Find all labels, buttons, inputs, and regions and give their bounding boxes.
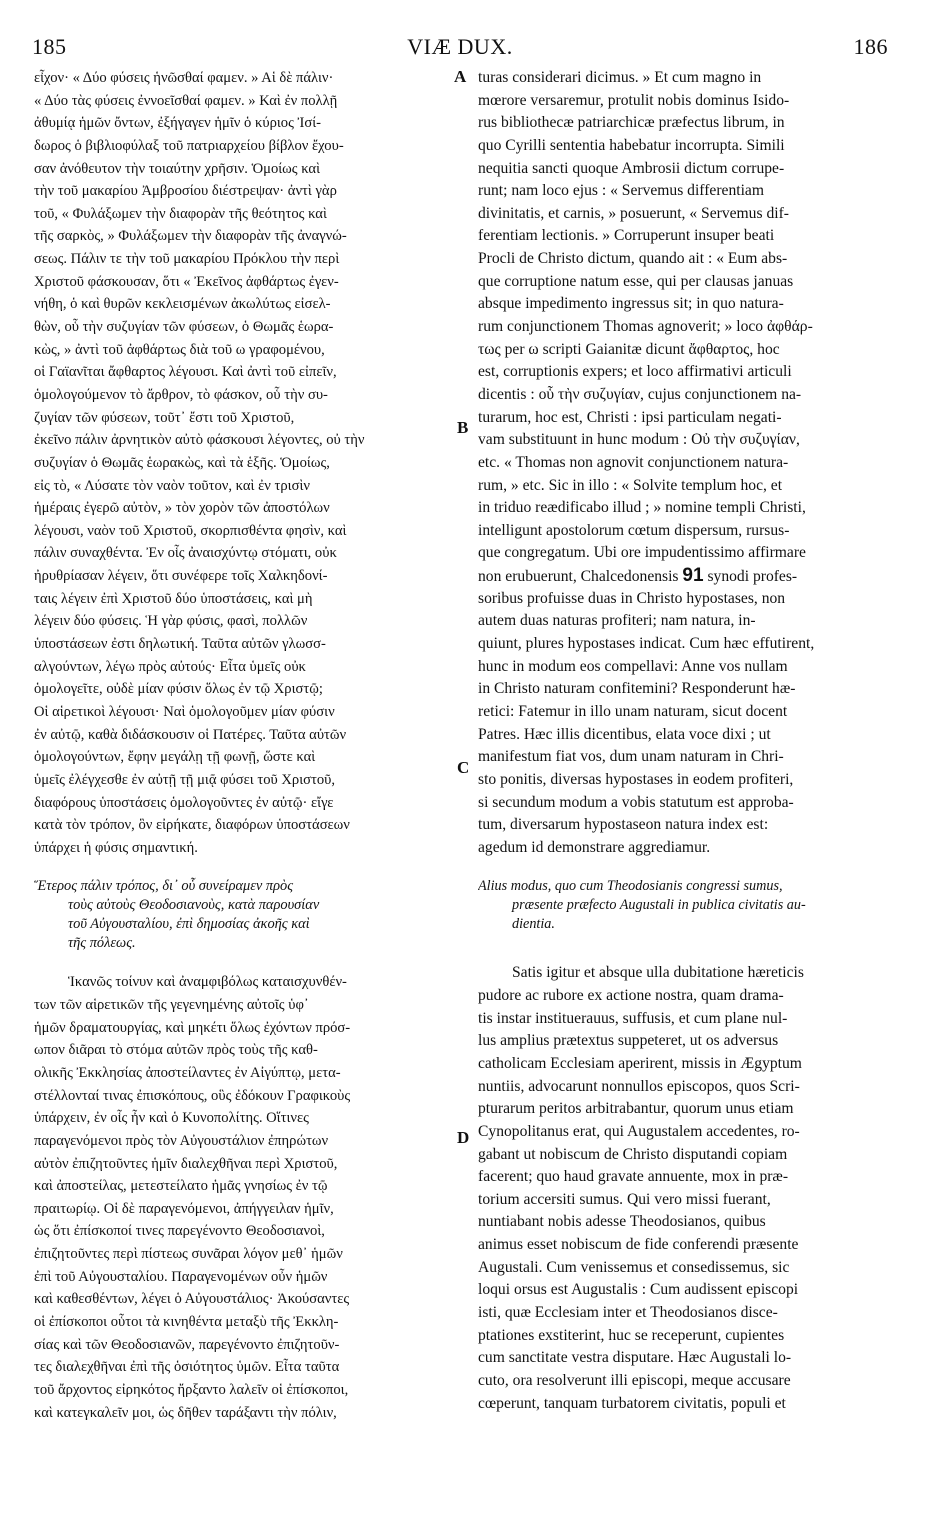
text-line: νήθη, ὁ καὶ θυρῶν κεκλεισμένων ἀκωλύτως εἰσελ- <box>34 296 331 313</box>
text-line: ἐκεῖνο πάλιν ἀρνητικὸν αὐτὸ φάσκουσι λέγοντες, οὐ τὴν <box>34 432 365 449</box>
text-line: ἐν αὐτῷ, καθὰ διδάσκουσιν οἱ Πατέρες. Ταῦτα αὐτῶν <box>34 726 347 743</box>
text-line: ἡμῶν δραματουργίας, καὶ μηκέτι ὅλως ἐχόντων πρόσ- <box>34 1019 351 1036</box>
text-line: ὑμεῖς ἐλέγχεσθε ἐν αὐτῇ τῇ μιᾷ φύσει τοῦ Χριστοῦ, <box>34 771 336 788</box>
text-line: tis instar instituerauus, suffusis, et cum plane nul- <box>478 1009 788 1027</box>
text-line: παραγενόμενοι πρὸς τὸν Αὐγουστάλιον ἐπηρώτων <box>34 1132 329 1149</box>
text-line: ὁμολογεῖτε, οὐδὲ μίαν φύσιν ὅλως ἐν τῷ Χριστῷ; <box>34 681 323 698</box>
text-line: catholicam Ecclesiam aperirent, missis in Ægyptum <box>478 1054 802 1072</box>
text-line: sto ponitis, diversas hypostases in eodem profiteri, <box>478 770 794 788</box>
text-line: runt; nam loco ejus : « Servemus differentiam <box>478 182 764 200</box>
text-line: σίας καὶ τῶν Θεοδοσιανῶν, παρεγένοντο ἐπιζητοῦν- <box>34 1336 340 1353</box>
text-line: ἐπιζητοῦντες περὶ πίστεως συνᾶραι λόγον μεθ᾽ ἡμῶν <box>34 1246 343 1263</box>
text-line: τῆς σαρκὸς, » Φυλάξωμεν τὴν διαφορὰν τῆς ἀναγνώ- <box>34 228 347 245</box>
text-line: autem duas naturas profiteri; nam natura, in- <box>478 612 756 630</box>
text-line: ὁμολογούντων, ἔφην μεγάλῃ τῇ φωνῇ, ὥστε καὶ <box>34 749 316 766</box>
heading-line: τῆς πόλεως. <box>68 935 136 952</box>
greek-paragraph-2 <box>34 971 452 1424</box>
text-line: ταις λέγειν ἐπὶ Χριστοῦ δύο ὑποστάσεις, καὶ μὴ <box>34 590 313 607</box>
margin-letter-b: B <box>457 418 469 437</box>
text-line: των τῶν αἱρετικῶν τῆς γεγενημένης αὐτοῖς ὑφ᾽ <box>34 997 309 1014</box>
page-number-right: 186 <box>853 34 888 59</box>
text-line: ὑπάρχει ἡ φύσις σημαντική. <box>34 839 198 856</box>
text-line: εἰς τὸ, « Λύσατε τὸν ναὸν τοῦτον, καὶ ἐν τρισὶν <box>34 477 310 494</box>
text-line: loqui orsus est Augustalis : Cum audissent episcopi <box>478 1281 799 1299</box>
text-line: « Δύο τὰς φύσεις ἐννοεῖσθαί φαμεν. » Καὶ ἐν πολλῇ <box>34 92 338 109</box>
text-line: nequitia sancti quoque Ambrosii dictum corrupe- <box>478 159 785 177</box>
text-line: si secundum modum a vobis statutum est approba- <box>478 793 794 811</box>
text-line: turas considerari dicimus. » Et cum magno in <box>478 69 762 86</box>
text-line: κατὰ τὸν τρόπον, ὃν εἰρήκατε, διαφόρων ὑποστάσεων <box>34 817 350 834</box>
latin-paragraph-1 <box>478 67 894 859</box>
text-line: τως per ω scripti Gaianitæ dicunt ἄφθαρτος, hoc <box>478 340 780 358</box>
text-line: ολικῆς Ἐκκλησίας ἀποστείλαντες ἐν Αἰγύπτῳ, μετα- <box>34 1064 341 1081</box>
text-line: σεως. Πάλιν τε τὴν τοῦ μακαρίου Πρόκλου τὴν περὶ <box>34 251 340 268</box>
text-line: καὶ κατεγκαλεῖν μοι, ὡς δῆθεν ταράξαντι τὴν πόλιν, <box>34 1404 337 1421</box>
text-fragment: non erubuerunt, Chalcedonensis <box>478 568 679 586</box>
text-line: nuntiabant nobis adesse Theodosianos, quibus <box>478 1213 766 1231</box>
text-line: ferentiam lectionis. » Corruperunt insuper beati <box>478 227 775 245</box>
text-line: hunc in modum eos compellavi: Anne vos nullam <box>478 657 788 675</box>
text-line: καὶ καθεσθέντων, λέγει ὁ Αὐγουστάλιος· Ἀκούσαντες <box>34 1291 350 1308</box>
text-line: ὑποστάσεων ἐστι δηλωτική. Ταῦτα αὐτῶν γλωσσ- <box>34 636 326 653</box>
text-line: cœperunt, tanquam turbatorem civitatis, populi et <box>478 1394 786 1412</box>
heading-line: Alius modus, quo cum Theodosianis congressi sumus, <box>478 878 783 895</box>
text-line: cuto, ora resolverunt illi episcopi, meque accusare <box>478 1371 791 1389</box>
text-line: τες διαλεχθῆναι ἐπὶ τῆς ὁσιότητος ὑμῶν. Εἶτα ταῦτα <box>34 1359 340 1376</box>
text-line: Patres. Hæc illis dicentibus, elata voce dixi ; ut <box>478 725 771 743</box>
text-line: οἱ Γαϊανῖται ἄφθαρτος λέγουσι. Καὶ ἀντὶ τοῦ εἰπεῖν, <box>34 364 337 381</box>
text-line: etc. « Thomas non agnovit conjunctionem natura- <box>478 453 789 471</box>
text-line: absque impedimento ingressus sit; in quo natura- <box>478 295 784 313</box>
running-header <box>32 34 888 64</box>
text-line: quiunt, plures hypostases indicat. Cum hæc effutirent, <box>478 635 815 653</box>
heading-line: præsente præfecto Augustali in publica civitatis au- <box>512 897 806 914</box>
text-line: in Christo naturam confitemini? Responderunt hæ- <box>478 680 796 698</box>
margin-letter-d: D <box>457 1128 470 1147</box>
text-line: ὁμολογούμενον τὸ ἄρθρον, τὸ φάσκον, οὗ τὴν συ- <box>34 386 328 403</box>
text-line: ἠρυθρίασαν λέγειν, ὅτι συνέφερε τοῖς Χαλκηδονί- <box>34 568 328 585</box>
margin-letter-a: A <box>454 67 467 86</box>
latin-section-heading <box>478 877 894 934</box>
text-line: in triduo reædificabo illud ; » nomine templi Christi, <box>478 499 806 517</box>
text-line: ptationes exstiterint, huc se receperunt, cupientes <box>478 1326 785 1344</box>
text-line: gabant ut nobiscum de Christo disputandi copiam <box>478 1145 788 1163</box>
page-number-left: 185 <box>32 34 67 59</box>
text-line: soribus profuisse duas in Christo hypostases, non <box>478 589 786 607</box>
text-line: κὼς, » ἀντὶ τοῦ ἀφθάρτως διὰ τοῦ ω γραφομένου, <box>34 341 325 358</box>
text-line: αὐτὸν ἐπιζητοῦντες ἡμῖν διαλεχθῆναι περὶ Χριστοῦ, <box>34 1155 338 1172</box>
text-line: στέλλονταί τινας ἐπισκόπους, οὓς ἐδόκουν Γραφικοὺς <box>34 1087 351 1104</box>
greek-paragraph-1 <box>34 67 452 859</box>
text-line: λέγειν δύο φύσεις. Ἡ γὰρ φύσις, φασὶ, πολλῶν <box>34 613 308 630</box>
text-line: rum, » etc. Sic in illo : « Solvite templum hoc, et <box>478 476 783 494</box>
text-line: τοῦ ἄρχοντος εἰρηκότος ἤρξαντο λαλεῖν οἱ ἐπίσκοποι, <box>34 1381 349 1398</box>
spacer <box>478 934 894 962</box>
text-line: agedum id demonstrare aggrediamur. <box>478 838 711 856</box>
text-line: Cynopolitanus erat, qui Augustalem accedentes, ro- <box>478 1122 800 1140</box>
text-line: δωρος ὁ βιβλιοφύλαξ τοῦ πατριαρχείου βίβλον ἔχου- <box>34 137 344 154</box>
text-line: ωπον διᾶραι τὸ στόμα αὐτῶν πρὸς τοὺς τῆς καθ- <box>34 1042 318 1059</box>
text-line: que congregatum. Ubi ore impudentissimo affirmare <box>478 544 806 562</box>
latin-paragraph-2 <box>478 962 894 1415</box>
text-line: que corruptione natum esse, qui per clausas januas <box>478 272 794 290</box>
text-line: πραιτωρίῳ. Οἱ δὲ παραγενόμενοι, ἀπήγγειλαν ἡμῖν, <box>34 1200 334 1217</box>
text-line: mœrore versaremur, protulit nobis dominus Isido- <box>478 91 790 109</box>
text-line: Satis igitur et absque ulla dubitatione hæreticis <box>512 964 804 982</box>
text-line: retici: Fatemur in illo unam naturam, sicut docent <box>478 702 788 720</box>
text-line: est, corruptionis expers; et loco affirmativi articuli <box>478 363 792 381</box>
heading-line: dientia. <box>512 916 555 933</box>
text-line: Augustali. Cum venissemus et consedissemus, sic <box>478 1258 790 1276</box>
text-line: πάλιν συναχθέντα. Ἐν οἷς ἀναισχύντῳ στόματι, οὐκ <box>34 545 337 562</box>
text-line: θὼν, οὗ τὴν συζυγίαν τῶν φύσεων, ὁ Θωμᾶς ἑωρα- <box>34 319 334 336</box>
spacer <box>34 953 452 971</box>
greek-section-heading <box>34 877 452 953</box>
text-line: ὑπάρχειν, ἐν οἷς ἦν καὶ ὁ Κυνοπολίτης. Οἵτινες <box>34 1110 309 1127</box>
text-line: manifestum fiat vos, dum unam naturam in Chri- <box>478 748 784 766</box>
heading-line: τοῦ Αὐγουσταλίου, ἐπὶ δημοσίας ἀκοῆς καὶ <box>68 916 310 933</box>
text-line: Οἱ αἱρετικοὶ λέγουσι· Ναὶ ὁμολογοῦμεν μίαν φύσιν <box>34 703 335 720</box>
spacer <box>34 859 452 877</box>
text-line: Ἱκανῶς τοίνυν καὶ ἀναμφιβόλως καταισχυνθέν- <box>68 974 347 991</box>
text-line: καὶ ἀποστείλας, μετεστείλατο ἡμᾶς γνησίως ἐν τῷ <box>34 1178 328 1195</box>
greek-column <box>34 67 452 1424</box>
text-line: εἶχον· « Δύο φύσεις ἡνῶσθαί φαμεν. » Αἱ δὲ πάλιν· <box>34 70 334 86</box>
text-line: lus amplius prætextus suppeteret, ut os adversus <box>478 1032 779 1050</box>
text-line: pudore ac rubore ex actione nostra, quam drama- <box>478 987 784 1005</box>
text-line: nuntiis, advocarunt nonnullos episcopos, quos Scri- <box>478 1077 800 1095</box>
text-line: ἐπὶ τοῦ Αὐγουσταλίου. Παραγενομένων οὖν ἡμῶν <box>34 1268 328 1285</box>
heading-line: Ἕτερος πάλιν τρόπος, δι᾽ οὗ συνείραμεν πρὸς <box>34 878 294 895</box>
text-line: dicentis : οὗ τὴν συζυγίαν, cujus conjunctionem na- <box>478 385 802 403</box>
latin-column <box>478 67 894 1415</box>
text-line: αλγούντων, λέγω πρὸς αὐτούς· Εἶτα ὑμεῖς οὐκ <box>34 658 306 675</box>
text-fragment: synodi profes- <box>707 568 798 586</box>
text-line: cum sanctitate vestra disputare. Hæc Augustali lo- <box>478 1349 792 1367</box>
text-line-with-page-number <box>478 565 894 588</box>
text-line: intelligunt apostolorum cœtum dispersum, rursus- <box>478 521 790 539</box>
text-line: Procli de Christo dictum, quando ait : « Eum abs- <box>478 250 788 268</box>
text-line: τὴν τοῦ μακαρίου Ἀμβροσίου διέστρεψαν· ἀντὶ γὰρ <box>34 183 337 200</box>
text-line: quo Cyrilli sententia habebatur incorrupta. Simili <box>478 136 785 154</box>
running-title: VIÆ DUX. <box>407 34 513 59</box>
text-line: rum conjunctionem Thomas agnoverit; » loco ἀφθάρ- <box>478 318 813 336</box>
spacer <box>478 859 894 877</box>
text-line: vam substituunt in hunc modum : Οὐ τὴν συζυγίαν, <box>478 431 800 449</box>
text-line: torium accersiti sumus. Qui vero missi fuerant, <box>478 1190 771 1208</box>
heading-line: τοὺς αὐτοὺς Θεοδοσιανοὺς, κατὰ παρουσίαν <box>68 897 320 914</box>
text-line: animus esset nobiscum de fide conferendi præsente <box>478 1236 799 1254</box>
text-line: tum, diversarum hypostaseon natura index est: <box>478 816 769 834</box>
text-line: σαν ἀνόθευτον τὴν τοιαύτην χρῆσιν. Ὁμοίως καὶ <box>34 160 321 177</box>
text-line: οἱ ἐπίσκοποι οὗτοι τὰ κινηθέντα μεταξὺ τῆς Ἐκκλη- <box>34 1314 339 1331</box>
inline-page-number: 91 <box>682 565 704 587</box>
margin-letter-c: C <box>457 758 470 777</box>
text-line: ἡμέραις ἐγερῶ αὐτὸν, » τὸν χορὸν τῶν ἀποστόλων <box>34 500 330 517</box>
text-line: ἀθυμίᾳ ἡμῶν ὄντων, ἐξήγαγεν ἡμῖν ὁ κύριος Ἰσί- <box>34 115 322 132</box>
text-line: τοῦ, « Φυλάξωμεν τὴν διαφορὰν τῆς θεότητος καὶ <box>34 205 327 222</box>
text-line: facerent; quo haud gravate annuente, mox in præ- <box>478 1168 789 1186</box>
text-line: turarum, hoc est, Christi : ipsi particulam negati- <box>478 408 782 426</box>
text-line: divinitatis, et carnis, » posuerunt, « Servemus dif- <box>478 204 789 222</box>
text-line: rus bibliothecæ patriarchicæ præfectus librum, in <box>478 114 785 132</box>
text-line: Χριστοῦ φάσκουσαν, ὅτι « Ἐκεῖνος ἀφθάρτως ἐγεν- <box>34 273 339 290</box>
text-line: συζυγίαν ὁ Θωμᾶς ἑωρακὼς, καὶ τὰ ἑξῆς. Ὁμοίως, <box>34 454 330 471</box>
text-line: ζυγίαν τῶν φύσεων, τοῦτ᾽ ἔστι τοῦ Χριστοῦ, <box>34 409 295 426</box>
text-line: διαφόρους ὑποστάσεις ὁμολογοῦντες ἐν αὐτῷ· εἴγε <box>34 794 334 811</box>
text-line: isti, quæ Ecclesiam inter et Theodosianos disce- <box>478 1304 778 1322</box>
text-line: pturarum peritos arbitrabantur, quorum unus etiam <box>478 1100 794 1118</box>
text-line: λέγουσι, ναὸν τοῦ Χριστοῦ, σκορπισθέντα φησὶν, καὶ <box>34 522 347 539</box>
text-line: ὡς ὅτι ἐπίσκοποί τινες παρεγένοντο Θεοδοσιανοὶ, <box>34 1223 325 1240</box>
